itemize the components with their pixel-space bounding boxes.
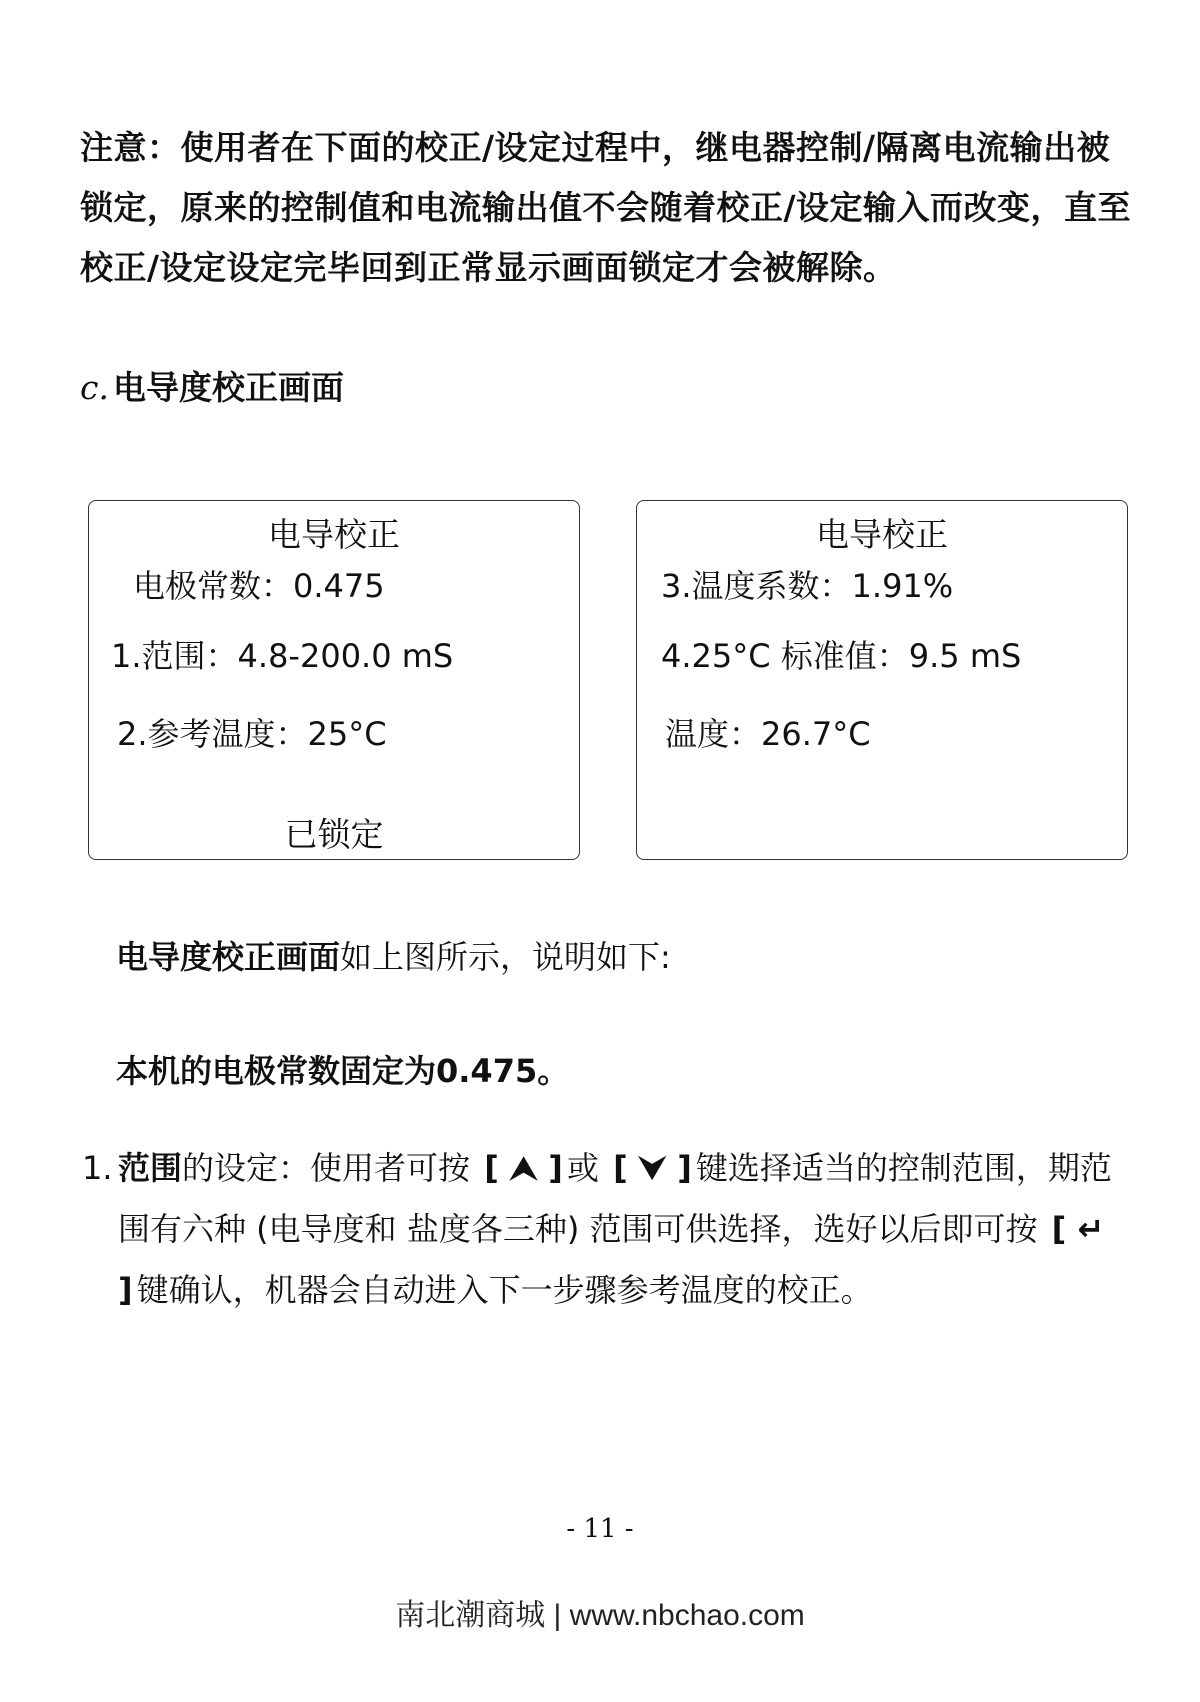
- section-heading: [80, 362, 344, 409]
- panel-right-temperature: 温度：26.7°C: [665, 715, 871, 753]
- list-item-range: [82, 1138, 1122, 1321]
- list-item-text-a: 的设定：使用者可按: [182, 1149, 471, 1187]
- panel-right-standard-value: 4.25°C 标准值：9.5 mS: [661, 637, 1022, 675]
- screen-panel-left: [88, 500, 580, 860]
- panel-left-ref-temp: 2.参考温度：25°C: [117, 715, 387, 753]
- description-rest: 如上图所示，说明如下:: [340, 938, 671, 976]
- panel-left-electrode-constant: 电极常数：0.475: [133, 567, 385, 605]
- panel-left-range: 1.范围：4.8-200.0 mS: [111, 637, 454, 675]
- page-number: - 11 -: [566, 1514, 634, 1544]
- panel-left-lock-status: 已锁定: [284, 815, 384, 854]
- fixed-constant-line: 本机的电极常数固定为0.475。: [116, 1052, 570, 1090]
- list-item-text-c: 键确认，机器会自动进入下一步骤参考温度的校正。: [136, 1271, 873, 1309]
- section-title: 电导度校正画面: [112, 368, 344, 407]
- down-key-icon: [ ⮟ ]: [613, 1149, 692, 1187]
- note-paragraph: 注意：使用者在下面的校正/设定过程中，继电器控制/隔离电流输出被锁定，原来的控制值和电流输出值不会随着校正/设定输入而改变，直至校正/设定设定完毕回到正常显示画面锁定才会被解除。: [80, 128, 1132, 287]
- list-item-text-b: 键选择适当的控制范围，期范围有六种 (电导度和 盐度各三种) 范围可供选择，选好以后即可按: [118, 1149, 1112, 1248]
- site-footer: 南北潮商城 | www.nbchao.com: [395, 1599, 805, 1632]
- description-line: [116, 932, 671, 978]
- panel-left-title: 电导校正: [268, 515, 400, 554]
- list-item-keyword: 范围: [118, 1149, 183, 1187]
- section-letter: c.: [80, 368, 109, 407]
- screen-panel-right: [636, 500, 1128, 860]
- enter-key-icon: [ ↵ ]: [118, 1210, 1105, 1309]
- description-bold: 电导度校正画面: [116, 938, 341, 976]
- list-item-text-or: 或: [566, 1149, 599, 1187]
- list-item-body: [118, 1138, 1122, 1321]
- panel-right-temp-coefficient: 3.温度系数：1.91%: [661, 567, 954, 605]
- list-item-number: 1.: [82, 1149, 113, 1187]
- panel-right-title: 电导校正: [816, 515, 948, 554]
- up-key-icon: [ ⮝ ]: [484, 1149, 563, 1187]
